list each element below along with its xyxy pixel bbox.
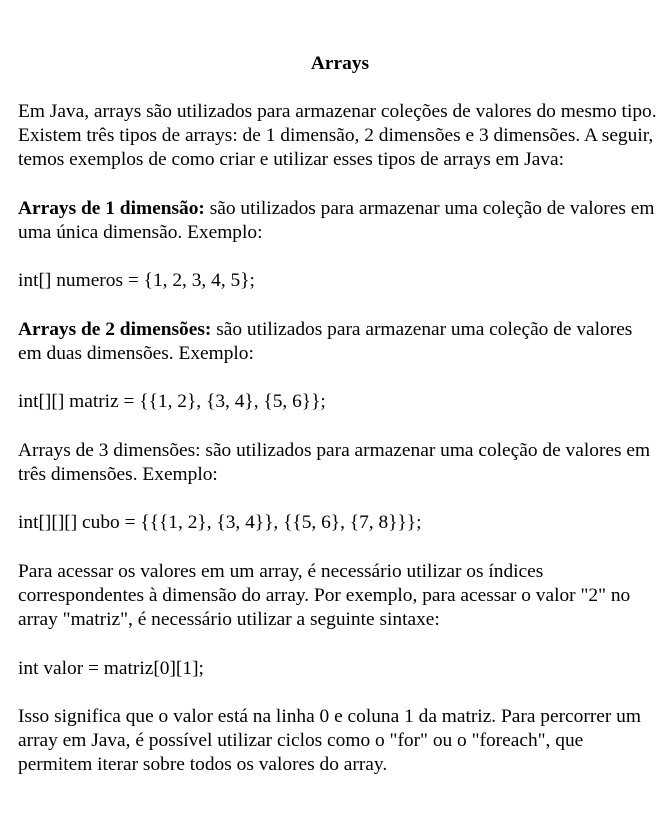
section-2d-heading: Arrays de 2 dimensões: <box>18 318 212 340</box>
section-1d-text: são utilizados para armazenar uma coleção de valores em uma única dimensão. Exemplo: <box>18 197 655 243</box>
document-title: Arrays <box>310 53 370 74</box>
conclusion-paragraph: Isso significa que o valor está na linha 0 e coluna 1 da matriz. Para percorrer um array em Java, é possível utilizar ciclos como o "for" ou o "foreach", que permitem iterar sobre todos os valores do array. <box>18 705 641 776</box>
document-page <box>18 52 658 802</box>
section-1d-paragraph <box>18 197 658 245</box>
access-code-example: int valor = matriz[0][1]; <box>18 657 204 679</box>
section-3d-paragraph: Arrays de 3 dimensões: são utilizados para armazenar uma coleção de valores em três dimensões. Exemplo: <box>18 439 651 485</box>
section-2d-text: são utilizados para armazenar uma coleção de valores em duas dimensões. Exemplo: <box>18 318 633 364</box>
code-1d-example: int[] numeros = {1, 2, 3, 4, 5}; <box>18 270 255 292</box>
access-paragraph: Para acessar os valores em um array, é necessário utilizar os índices correspondentes à dimensão do array. Por exemplo, para acessar o valor "2" no array "matriz", é necessário utilizar a seguinte sintaxe: <box>18 560 631 631</box>
code-2d-example: int[][] matriz = {{1, 2}, {3, 4}, {5, 6}}; <box>18 391 326 413</box>
section-2d-paragraph <box>18 318 658 366</box>
section-1d-heading: Arrays de 1 dimensão: <box>18 197 205 219</box>
code-3d-example: int[][][] cubo = {{{1, 2}, {3, 4}}, {{5, 6}, {7, 8}}}; <box>18 512 422 534</box>
intro-paragraph: Em Java, arrays são utilizados para armazenar coleções de valores do mesmo tipo. Existem três tipos de arrays: de 1 dimensão, 2 dimensões e 3 dimensões. A seguir, temos exemplos de como criar e utilizar esses tipos de arrays em Java: <box>18 101 657 171</box>
